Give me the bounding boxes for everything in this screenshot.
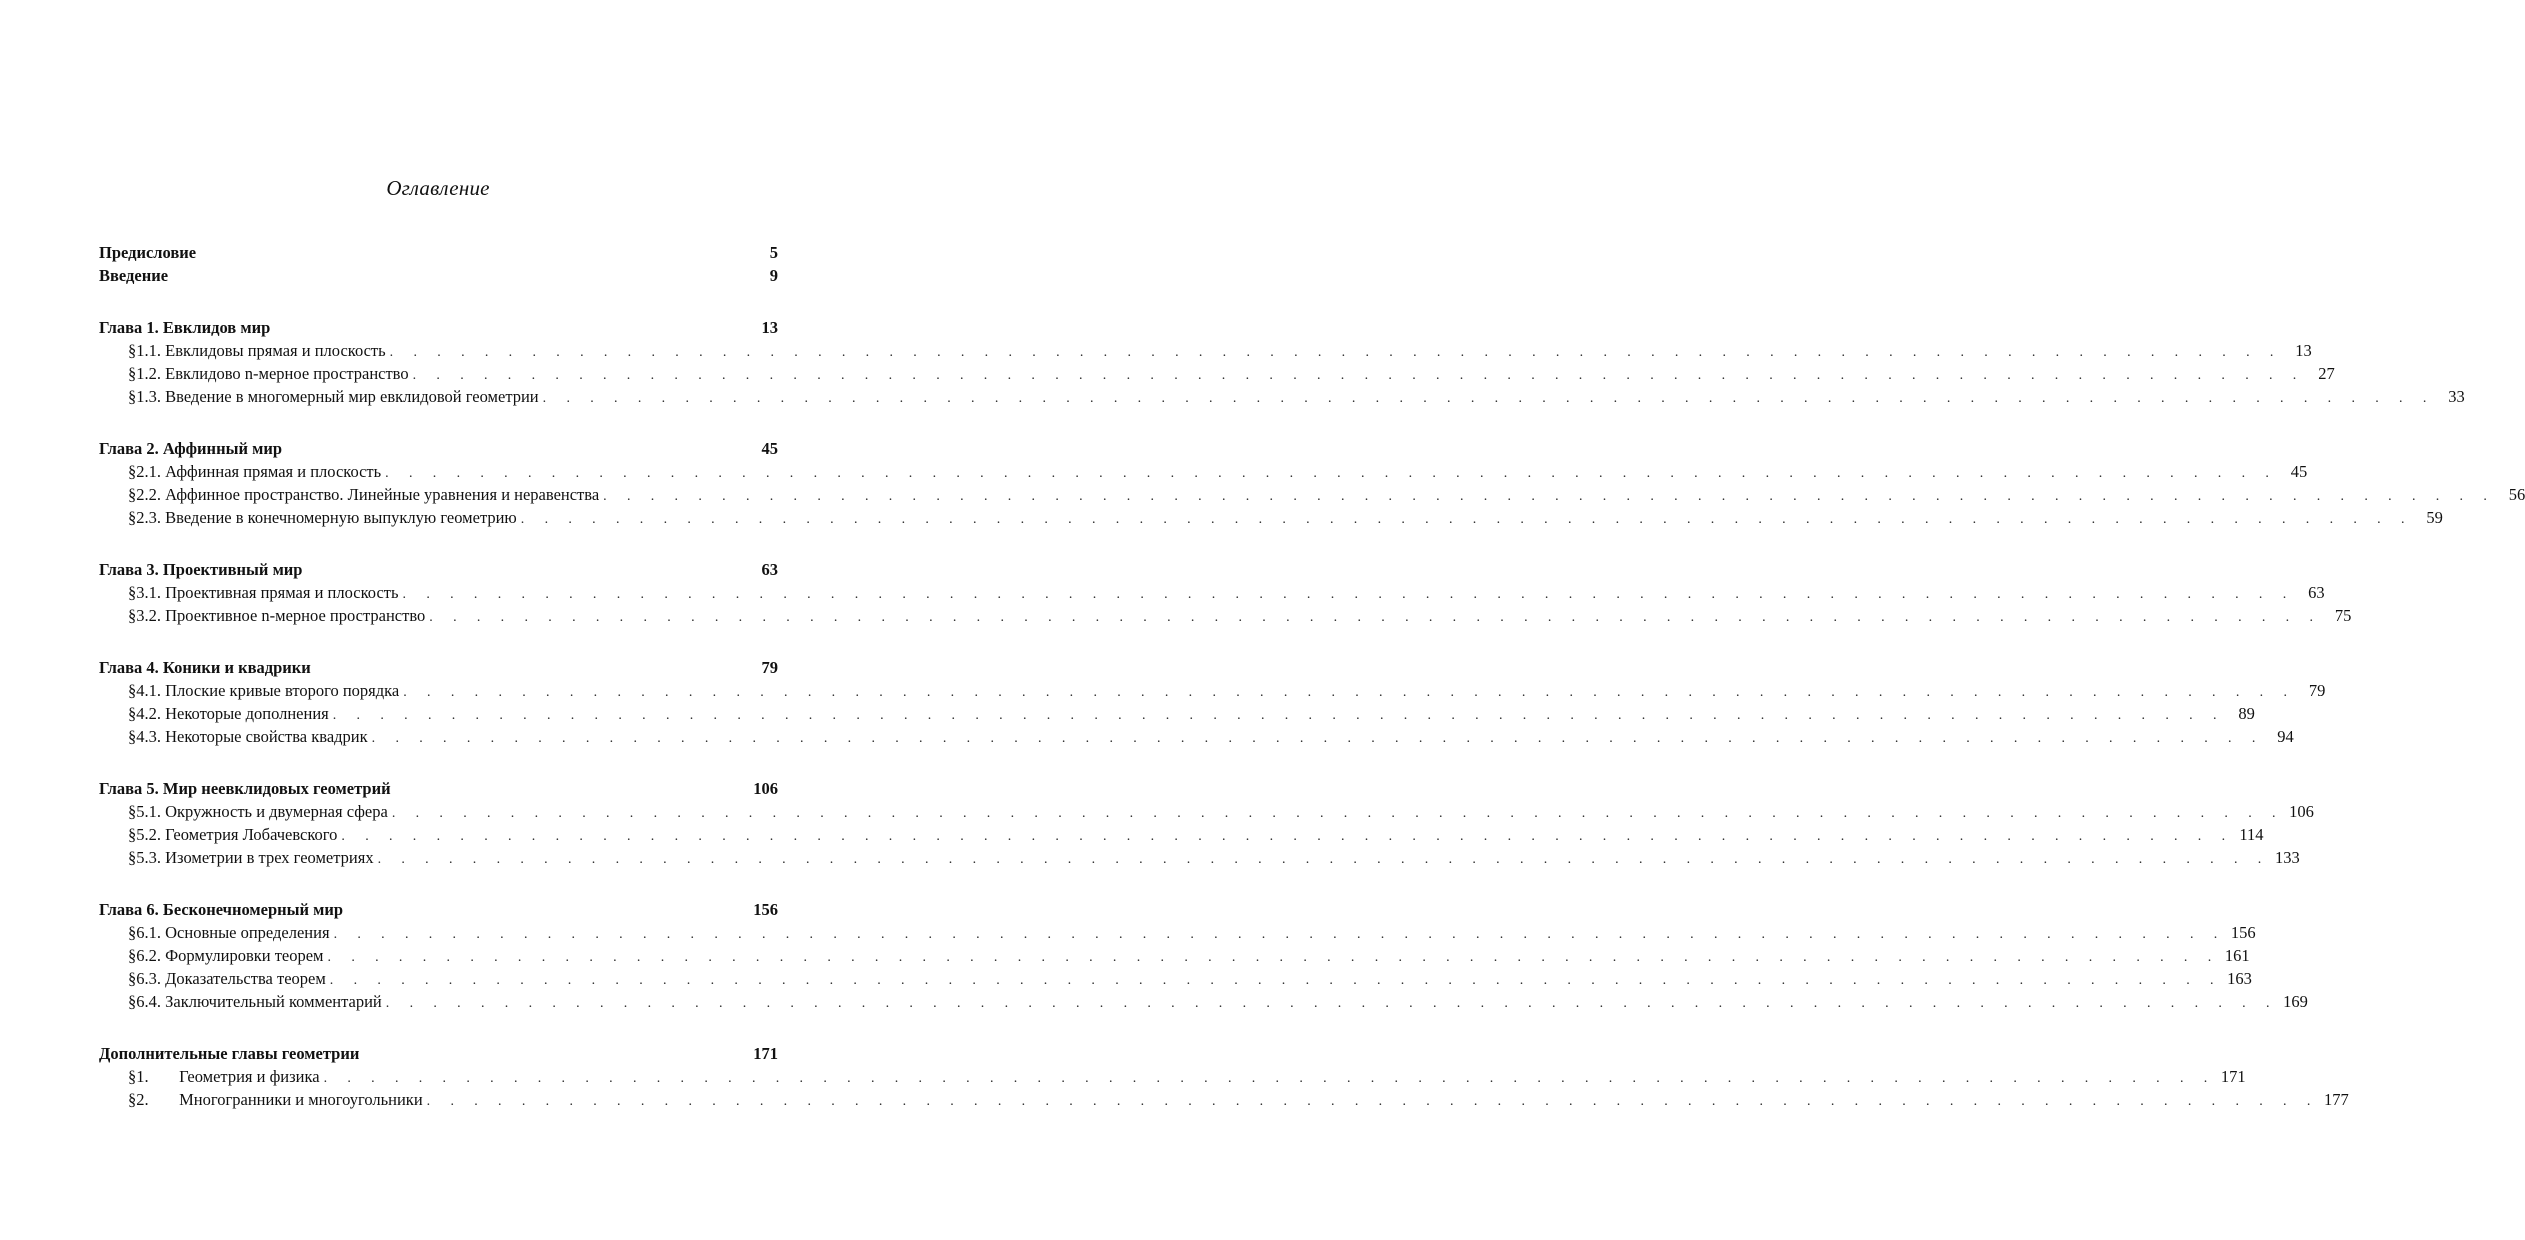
toc-page-number: 161 xyxy=(2224,946,2250,965)
toc-heading-label: Глава 3. Проективный мир xyxy=(99,560,303,579)
spacer xyxy=(99,408,778,437)
toc-page-number: 171 xyxy=(2220,1067,2246,1086)
dot-leader: . . . . . . . . . . . . . . . . . . . . . . . . . . . . . . . . . . . . . . . . . . . . . . . . . . . . . . . . . . . . . . . . . . . . . . . . . . . . . . . . xyxy=(412,368,2305,383)
toc-entry-section[interactable] xyxy=(99,846,2300,869)
dot-leader: . . . . . . . . . . . . . . . . . . . . . . . . . . . . . . . . . . . . . . . . . . . . . . . . . . . . . . . . . . . . . . . . . . . . . . . . . . . . . . . . xyxy=(426,1094,2319,1109)
toc-entry-section[interactable] xyxy=(99,725,2294,748)
toc-page-number: 156 xyxy=(753,900,778,919)
dot-leader: . . . . . . . . . . . . . . . . . . . . . . . . . . . . . . . . . . . . . . . . . . . . . . . . . . . . . . . . . . . . . . . . . . . . . . . . . . . . . . . . xyxy=(389,345,2282,360)
section-label: Основные определения xyxy=(165,923,330,942)
toc-page-number: 89 xyxy=(2238,704,2255,723)
toc-page-number: 156 xyxy=(2230,923,2256,942)
toc-entry-heading[interactable] xyxy=(99,437,778,460)
dot-leader: . . . . . . . . . . . . . . . . . . . . . . . . . . . . . . . . . . . . . . . . . . . . . . . . . . . . . . . . . . . . . . . . . . . . . . . . . . . . . . . . xyxy=(391,806,2284,821)
toc-entry-heading[interactable] xyxy=(99,898,778,921)
toc-section-title xyxy=(128,725,372,748)
toc-section-title xyxy=(128,702,333,725)
toc-entry-section[interactable] xyxy=(99,1088,2349,1111)
section-number: §5.1. xyxy=(128,802,161,821)
toc-entry-section[interactable] xyxy=(99,362,2335,385)
toc-page-number: 133 xyxy=(2274,848,2300,867)
toc-heading-label: Глава 6. Бесконечномерный мир xyxy=(99,900,344,919)
dot-leader: . . . . . . . . . . . . . . . . . . . . . . . . . . . . . . . . . . . . . . . . . . . . . . . . . . . . . . . . . . . . . . . . . . . . . . . . . . . . . . . . xyxy=(323,1071,2216,1086)
toc-entry-section[interactable] xyxy=(99,990,2308,1013)
toc-entry-section[interactable] xyxy=(99,679,2326,702)
section-number: §3.2. xyxy=(128,606,161,625)
spacer xyxy=(99,748,778,777)
section-label: Введение в многомерный мир евклидовой геометрии xyxy=(165,387,539,406)
section-number: §6.2. xyxy=(128,946,161,965)
section-number: §2.3. xyxy=(128,508,161,527)
toc-entry-heading[interactable] xyxy=(99,264,778,287)
section-number: §4.3. xyxy=(128,727,161,746)
section-label: Доказательства теорем xyxy=(165,969,326,988)
spacer xyxy=(99,869,778,898)
toc-entry-heading[interactable] xyxy=(99,241,778,264)
section-label: Аффинная прямая и плоскость xyxy=(165,462,382,481)
section-label: Формулировки теорем xyxy=(165,946,324,965)
toc-heading-label: Глава 2. Аффинный мир xyxy=(99,439,283,458)
dot-leader: . . . . . . . . . . . . . . . . . . . . . . . . . . . . . . . . . . . . . . . . . . . . . . . . . . . . . . . . . . . . . . . . . . . . . . . . . . . . . . . . xyxy=(341,829,2234,844)
toc-entry-section[interactable] xyxy=(99,483,2525,506)
section-number: §1.2. xyxy=(128,364,161,383)
toc-section-title xyxy=(128,460,385,483)
toc-chapter xyxy=(99,437,2525,529)
toc-page-number: 56 xyxy=(2508,485,2525,504)
dot-leader: . . . . . . . . . . . . . . . . . . . . . . . . . . . . . . . . . . . . . . . . . . . . . . . . . . . . . . . . . . . . . . . . . . . . . . . . . . . . . . . . xyxy=(385,466,2278,481)
toc-section-title xyxy=(128,604,429,627)
toc-page-number: 13 xyxy=(2295,341,2312,360)
toc-heading-label: Дополнительные главы геометрии xyxy=(99,1044,360,1063)
toc-entry-section[interactable] xyxy=(99,339,2312,362)
toc-section-title xyxy=(128,1088,427,1111)
dot-leader: . . . . . . . . . . . . . . . . . . . . . . . . . . . . . . . . . . . . . . . . . . . . . . . . . . . . . . . . . . . . . . . . . . . . . . . . . . . . . . . . xyxy=(377,852,2270,867)
toc-entry-section[interactable] xyxy=(99,944,2250,967)
toc-page-number: 114 xyxy=(2239,825,2264,844)
toc-page-number: 79 xyxy=(761,658,778,677)
toc-page-number: 45 xyxy=(761,439,778,458)
toc-section-title xyxy=(128,339,390,362)
section-number: §6.1. xyxy=(128,923,161,942)
spacer xyxy=(99,627,778,656)
toc-section-title xyxy=(128,362,413,385)
section-number: §5.2. xyxy=(128,825,161,844)
toc-entry-section[interactable] xyxy=(99,506,2443,529)
toc-page-number: 75 xyxy=(2334,606,2352,625)
toc-page-number: 171 xyxy=(753,1044,778,1063)
toc-entry-section[interactable] xyxy=(99,385,2465,408)
toc-section-title xyxy=(128,944,328,967)
spacer xyxy=(99,529,778,558)
section-number: §4.2. xyxy=(128,704,161,723)
dot-leader: . . . . . . . . . . . . . . . . . . . . . . . . . . . . . . . . . . . . . . . . . . . . . . . . . . . . . . . . . . . . . . . . . . . . . . . . . . . . . . . . xyxy=(385,996,2278,1011)
section-label: Евклидовы прямая и плоскость xyxy=(165,341,386,360)
toc-page-number: 106 xyxy=(753,779,778,798)
toc-section-title xyxy=(128,506,521,529)
toc-page-number: 33 xyxy=(2448,387,2465,406)
toc-heading-label: Введение xyxy=(99,266,169,285)
toc-page-number: 94 xyxy=(2277,727,2294,746)
dot-leader: . . . . . . . . . . . . . . . . . . . . . . . . . . . . . . . . . . . . . . . . . . . . . . . . . . . . . . . . . . . . . . . . . . . . . . . . . . . . . . . . xyxy=(371,731,2264,746)
toc-entry-section[interactable] xyxy=(99,702,2255,725)
toc-page-number: 63 xyxy=(761,560,778,579)
toc-section-title xyxy=(128,1065,324,1088)
toc-chapter xyxy=(99,316,2465,408)
toc-entry-heading[interactable] xyxy=(99,656,778,679)
toc-entry-heading[interactable] xyxy=(99,316,778,339)
toc-entry-section[interactable] xyxy=(99,967,2252,990)
section-label: Плоские кривые второго порядка xyxy=(165,681,400,700)
toc-page-number: 163 xyxy=(2227,969,2252,988)
toc-section-title xyxy=(128,823,341,846)
dot-leader: . . . . . . . . . . . . . . . . . . . . . . . . . . . . . . . . . . . . . . . . . . . . . . . . . . . . . . . . . . . . . . . . . . . . . . . . . . . . . . . . xyxy=(333,927,2226,942)
toc-entry-section[interactable] xyxy=(99,921,2256,944)
section-label: Многогранники и многоугольники xyxy=(179,1090,423,1109)
toc-entry-section[interactable] xyxy=(99,1065,2246,1088)
section-label: Аффинное пространство. Линейные уравнения и неравенства xyxy=(165,485,600,504)
toc-section-title xyxy=(128,990,386,1013)
section-number: §5.3. xyxy=(128,848,161,867)
toc-heading-label: Глава 1. Евклидов мир xyxy=(99,318,271,337)
toc-entry-section[interactable] xyxy=(99,823,2264,846)
section-number: §2.2. xyxy=(128,485,161,504)
spacer xyxy=(99,1013,778,1042)
section-number: §1.1. xyxy=(128,341,161,360)
section-label: Введение в конечномерную выпуклую геометрию xyxy=(165,508,517,527)
toc-entry-heading[interactable] xyxy=(99,1042,778,1065)
toc-heading-label: Предисловие xyxy=(99,243,197,262)
section-number: §2. xyxy=(128,1090,149,1109)
toc-entry-section[interactable] xyxy=(99,800,2314,823)
dot-leader: . . . . . . . . . . . . . . . . . . . . . . . . . . . . . . . . . . . . . . . . . . . . . . . . . . . . . . . . . . . . . . . . . . . . . . . . . . . . . . . . xyxy=(542,391,2435,406)
section-number: §3.1. xyxy=(128,583,161,602)
toc-page-number: 106 xyxy=(2289,802,2314,821)
toc-section-title xyxy=(128,967,330,990)
section-number: §1.3. xyxy=(128,387,161,406)
toc-entry-section[interactable] xyxy=(99,460,2308,483)
toc-page-number: 27 xyxy=(2318,364,2335,383)
section-label: Проективная прямая и плоскость xyxy=(165,583,399,602)
toc-chapter xyxy=(99,777,2314,869)
section-label: Некоторые свойства квадрик xyxy=(165,727,368,746)
dot-leader: . . . . . . . . . . . . . . . . . . . . . . . . . . . . . . . . . . . . . . . . . . . . . . . . . . . . . . . . . . . . . . . . . . . . . . . . . . . . . . . . xyxy=(327,950,2220,965)
toc-page-number: 9 xyxy=(769,266,778,285)
dot-leader: . . . . . . . . . . . . . . . . . . . . . . . . . . . . . . . . . . . . . . . . . . . . . . . . . . . . . . . . . . . . . . . . . . . . . . . . . . . . . . . . xyxy=(332,708,2225,723)
section-number: §1. xyxy=(128,1067,149,1086)
section-label: Некоторые дополнения xyxy=(165,704,329,723)
toc-heading-label: Глава 5. Мир неевклидовых геометрий xyxy=(99,779,391,798)
section-label: Геометрия и физика xyxy=(179,1067,320,1086)
toc-chapter xyxy=(99,898,2308,1013)
dot-leader: . . . . . . . . . . . . . . . . . . . . . . . . . . . . . . . . . . . . . . . . . . . . . . . . . . . . . . . . . . . . . . . . . . . . . . . . . . . . . . . . xyxy=(402,587,2295,602)
dot-leader: . . . . . . . . . . . . . . . . . . . . . . . . . . . . . . . . . . . . . . . . . . . . . . . . . . . . . . . . . . . . . . . . . . . . . . . . . . . . . . . . xyxy=(520,512,2413,527)
section-label: Евклидово n-мерное пространство xyxy=(165,364,409,383)
toc-entry-heading[interactable] xyxy=(99,558,778,581)
toc-section-title xyxy=(128,846,378,869)
dot-leader: . . . . . . . . . . . . . . . . . . . . . . . . . . . . . . . . . . . . . . . . . . . . . . . . . . . . . . . . . . . . . . . . . . . . . . . . . . . . . . . . xyxy=(429,610,2322,625)
section-number: §4.1. xyxy=(128,681,161,700)
toc-chapter xyxy=(99,1042,2349,1111)
table-of-contents xyxy=(99,241,2525,1111)
toc-heading-label: Глава 4. Коники и квадрики xyxy=(99,658,311,677)
section-label: Заключительный комментарий xyxy=(165,992,382,1011)
toc-entry-section[interactable] xyxy=(99,604,2352,627)
toc-page-number: 177 xyxy=(2324,1090,2349,1109)
dot-leader: . . . . . . . . . . . . . . . . . . . . . . . . . . . . . . . . . . . . . . . . . . . . . . . . . . . . . . . . . . . . . . . . . . . . . . . . . . . . . . . . xyxy=(603,489,2496,504)
toc-section-title xyxy=(128,385,543,408)
toc-section-title xyxy=(128,483,603,506)
section-number: §6.4. xyxy=(128,992,161,1011)
toc-entry-section[interactable] xyxy=(99,581,2325,604)
section-label: Окружность и двумерная сфера xyxy=(165,802,388,821)
toc-section-title xyxy=(128,921,334,944)
toc-section-title xyxy=(128,679,403,702)
section-number: §2.1. xyxy=(128,462,161,481)
toc-entry-heading[interactable] xyxy=(99,777,778,800)
section-label: Геометрия Лобачевского xyxy=(165,825,338,844)
page-title: Оглавление xyxy=(386,176,490,200)
spacer xyxy=(99,287,778,316)
dot-leader: . . . . . . . . . . . . . . . . . . . . . . . . . . . . . . . . . . . . . . . . . . . . . . . . . . . . . . . . . . . . . . . . . . . . . . . . . . . . . . . . xyxy=(403,685,2296,700)
toc-chapter xyxy=(99,558,2352,627)
toc-page-number: 59 xyxy=(2426,508,2443,527)
toc-page-number: 5 xyxy=(769,243,778,262)
toc-page-number: 13 xyxy=(761,318,778,337)
toc-page-number: 169 xyxy=(2283,992,2308,1011)
toc-section-title xyxy=(128,800,392,823)
toc-chapter xyxy=(99,656,2326,748)
section-label: Проективное n-мерное пространство xyxy=(165,606,426,625)
dot-leader: . . . . . . . . . . . . . . . . . . . . . . . . . . . . . . . . . . . . . . . . . . . . . . . . . . . . . . . . . . . . . . . . . . . . . . . . . . . . . . . . xyxy=(329,973,2222,988)
section-number: §6.3. xyxy=(128,969,161,988)
toc-page-number: 79 xyxy=(2308,681,2326,700)
section-label: Изометрии в трех геометриях xyxy=(165,848,374,867)
toc-page-number: 63 xyxy=(2308,583,2325,602)
toc-front-matter xyxy=(99,241,778,287)
toc-page-number: 45 xyxy=(2290,462,2308,481)
toc-section-title xyxy=(128,581,403,604)
